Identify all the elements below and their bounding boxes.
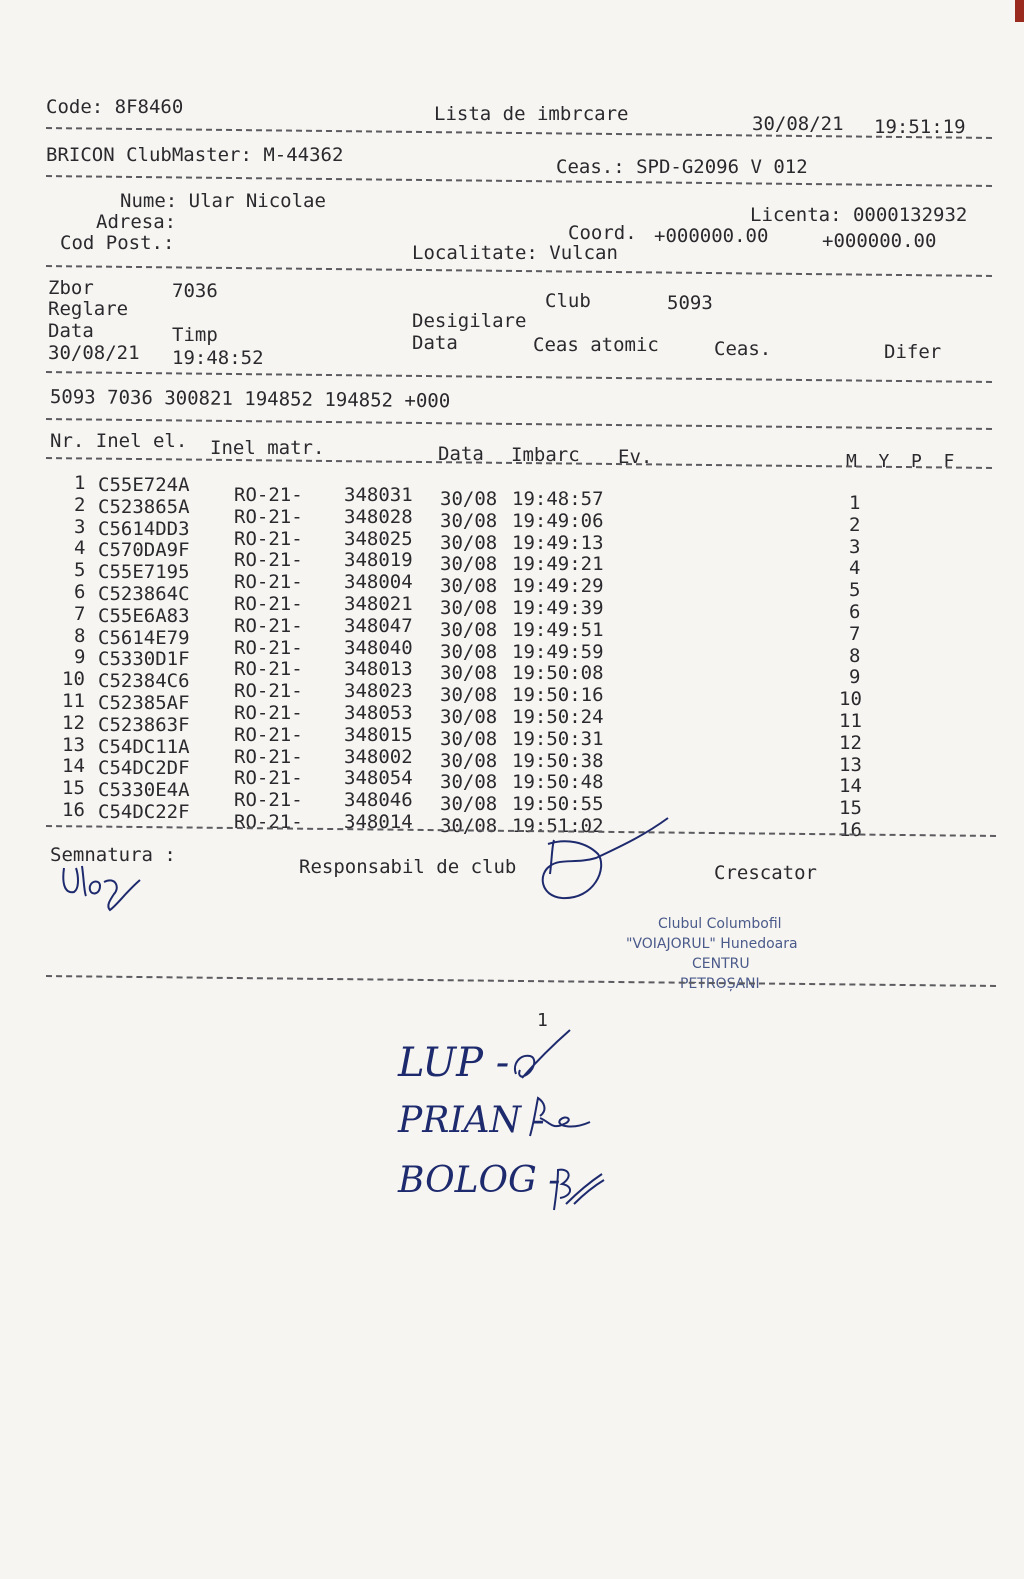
ring-number: 348054 xyxy=(344,767,413,790)
reglare-date: 30/08/21 xyxy=(48,342,140,364)
arrival-date: 30/08 xyxy=(440,749,498,772)
row-number: 5 xyxy=(74,559,86,582)
electronic-ring: C5330E4A xyxy=(98,779,190,802)
ring-prefix: RO-21- xyxy=(234,723,303,746)
arrival-time: 19:49:59 xyxy=(512,640,604,663)
electronic-ring: C55E7195 xyxy=(98,561,190,584)
arrival-time: 19:50:55 xyxy=(512,793,604,816)
row-number: 1 xyxy=(74,472,86,494)
ring-prefix: RO-21- xyxy=(234,767,303,790)
position: 14 xyxy=(839,775,862,798)
flight-label: Zbor xyxy=(48,277,94,299)
row-number: 3 xyxy=(74,515,86,538)
position: 1 xyxy=(849,492,861,514)
col-imbarc: Imbarc xyxy=(511,444,580,466)
arrival-time: 19:49:06 xyxy=(512,509,604,532)
arrival-time: 19:49:13 xyxy=(512,531,604,554)
ring-number: 348019 xyxy=(344,549,413,572)
arrival-time: 19:49:29 xyxy=(512,575,604,598)
electronic-ring: C54DC11A xyxy=(98,735,190,758)
electronic-ring: C5330D1F xyxy=(98,648,190,671)
row-number: 6 xyxy=(74,581,86,603)
electronic-ring: C54DC2DF xyxy=(98,757,190,780)
ring-number: 348025 xyxy=(344,527,413,550)
ring-number: 348014 xyxy=(344,811,413,833)
ring-prefix: RO-21- xyxy=(234,527,303,550)
electronic-ring: C55E724A xyxy=(98,474,190,496)
ring-prefix: RO-21- xyxy=(234,636,303,659)
arrival-date: 30/08 xyxy=(440,618,498,641)
position: 5 xyxy=(849,579,861,602)
clubmaster-label: BRICON ClubMaster: M-44362 xyxy=(46,144,344,166)
arrival-date: 30/08 xyxy=(440,771,498,794)
arrival-date: 30/08 xyxy=(440,640,498,663)
position: 3 xyxy=(849,535,861,558)
arrival-date: 30/08 xyxy=(440,488,498,510)
ring-number: 348021 xyxy=(344,593,413,615)
desigilare-date-label: Data xyxy=(412,332,458,354)
electronic-ring: C523863F xyxy=(98,713,190,736)
electronic-ring: C55E6A83 xyxy=(98,604,190,627)
ring-number: 348004 xyxy=(344,571,413,594)
arrival-date: 30/08 xyxy=(440,727,498,750)
ring-number: 348046 xyxy=(344,789,413,812)
license: Licenta: 0000132932 xyxy=(750,204,968,226)
handwritten-line-1: LUP - xyxy=(398,1040,510,1086)
electronic-ring: C523864C xyxy=(98,583,190,605)
ring-number: 348040 xyxy=(344,636,413,659)
stamp-line-1: Clubul Columbofil xyxy=(658,916,782,932)
handwritten-line-3: BOLOG - xyxy=(398,1160,561,1201)
owner-address: Adresa: xyxy=(96,211,177,233)
ring-prefix: RO-21- xyxy=(234,571,303,594)
divider xyxy=(46,265,992,277)
divider xyxy=(46,175,992,187)
edge-mark xyxy=(1015,0,1024,22)
row-number: 13 xyxy=(62,733,85,756)
row-number: 4 xyxy=(74,537,86,560)
col-inel-matr: Inel matr. xyxy=(210,437,325,459)
row-number: 2 xyxy=(74,493,86,516)
row-number: 12 xyxy=(62,711,85,734)
col-nr-inel-el: Nr. Inel el. xyxy=(50,430,188,452)
atomic-clock-label: Ceas atomic xyxy=(533,334,659,356)
arrival-date: 30/08 xyxy=(440,553,498,576)
ring-prefix: RO-21- xyxy=(234,549,303,572)
clock-col-label: Ceas. xyxy=(714,338,772,360)
ring-number: 348023 xyxy=(344,680,413,703)
arrival-time: 19:50:48 xyxy=(512,771,604,794)
electronic-ring: C52384C6 xyxy=(98,670,190,693)
coord-label: Coord. xyxy=(568,222,637,244)
position: 15 xyxy=(839,797,862,820)
desigilare-label: Desigilare xyxy=(412,310,527,332)
position: 16 xyxy=(839,819,862,841)
arrival-date: 30/08 xyxy=(440,793,498,816)
handwritten-line-2: PRIAN - xyxy=(398,1100,545,1141)
page-number: 1 xyxy=(537,1010,548,1031)
stamp-line-3: CENTRU xyxy=(692,956,750,972)
arrival-date: 30/08 xyxy=(440,684,498,707)
arrival-date: 30/08 xyxy=(440,706,498,728)
col-mypf: M Y P F xyxy=(846,451,955,472)
stamp-line-4: PETROȘANI xyxy=(680,976,760,992)
ring-number: 348047 xyxy=(344,614,413,637)
electronic-ring: C523865A xyxy=(98,495,190,518)
arrival-time: 19:49:21 xyxy=(512,553,604,576)
ring-number: 348053 xyxy=(344,702,413,724)
owner-postcode: Cod Post.: xyxy=(60,232,175,254)
club-responsible-signature xyxy=(536,814,676,906)
row-number: 11 xyxy=(62,690,85,712)
row-number: 16 xyxy=(62,799,85,821)
arrival-time: 19:50:24 xyxy=(512,706,604,728)
ring-prefix: RO-21- xyxy=(234,680,303,703)
breeder-signature xyxy=(56,862,156,922)
arrival-date: 30/08 xyxy=(440,597,498,619)
reglare-date-label: Data xyxy=(48,320,94,342)
document-title: Lista de imbrcare xyxy=(434,103,629,125)
club-number: 5093 xyxy=(667,292,713,314)
electronic-ring: C570DA9F xyxy=(98,539,190,562)
position: 2 xyxy=(849,513,861,536)
ring-prefix: RO-21- xyxy=(234,702,303,724)
handwritten-initial-3 xyxy=(548,1164,608,1214)
reglare-time: 19:48:52 xyxy=(172,347,264,369)
row-number: 9 xyxy=(74,646,86,669)
divider xyxy=(46,127,992,139)
electronic-ring: C5614DD3 xyxy=(98,517,190,540)
position: 11 xyxy=(839,710,862,732)
flight-number: 7036 xyxy=(172,280,218,302)
position: 8 xyxy=(849,644,861,667)
position: 9 xyxy=(849,666,861,689)
row-number: 7 xyxy=(74,602,86,625)
reglare-time-label: Timp xyxy=(172,324,218,346)
arrival-date: 30/08 xyxy=(440,531,498,554)
arrival-time: 19:50:08 xyxy=(512,662,604,685)
ring-prefix: RO-21- xyxy=(234,658,303,681)
arrival-date: 30/08 xyxy=(440,662,498,685)
electronic-ring: C54DC22F xyxy=(98,801,190,823)
arrival-date: 30/08 xyxy=(440,815,498,837)
ring-number: 348031 xyxy=(344,484,413,506)
position: 4 xyxy=(849,557,861,580)
divider xyxy=(46,418,992,430)
position: 7 xyxy=(849,622,861,645)
breeder-label: Crescator xyxy=(714,862,817,884)
arrival-time: 19:49:51 xyxy=(512,618,604,641)
col-ev: Ev. xyxy=(618,446,653,468)
stamp-line-2: "VOIAJORUL" Hunedoara xyxy=(626,936,798,952)
row-number: 8 xyxy=(74,624,86,647)
electronic-ring: C52385AF xyxy=(98,692,190,714)
club-responsible-label: Responsabil de club xyxy=(299,856,517,878)
position: 10 xyxy=(839,688,862,711)
signature-label: Semnatura : xyxy=(50,844,176,866)
locality: Localitate: Vulcan xyxy=(412,242,618,264)
ring-prefix: RO-21- xyxy=(234,811,303,833)
print-time: 19:51:19 xyxy=(874,116,966,138)
difference-label: Difer xyxy=(884,341,942,363)
clock-label: Ceas.: SPD-G2096 V 012 xyxy=(556,156,808,178)
divider xyxy=(46,975,996,987)
arrival-time: 19:50:16 xyxy=(512,684,604,707)
ring-prefix: RO-21- xyxy=(234,505,303,528)
coord-value-1: +000000.00 xyxy=(654,225,769,247)
ring-number: 348002 xyxy=(344,745,413,768)
ring-number: 348013 xyxy=(344,658,413,681)
arrival-date: 30/08 xyxy=(440,575,498,598)
reglare-label: Reglare xyxy=(48,298,129,320)
row-number: 15 xyxy=(62,777,85,800)
ring-prefix: RO-21- xyxy=(234,614,303,637)
handwritten-initial-1 xyxy=(510,1026,576,1086)
arrival-time: 19:51:02 xyxy=(512,815,604,837)
coord-value-2: +000000.00 xyxy=(822,230,937,252)
ring-number: 348028 xyxy=(344,505,413,528)
row-number: 10 xyxy=(62,668,85,691)
arrival-date: 30/08 xyxy=(440,509,498,532)
ring-number: 348015 xyxy=(344,723,413,746)
ring-prefix: RO-21- xyxy=(234,745,303,768)
summary-line: 5093 7036 300821 194852 194852 +000 xyxy=(49,386,451,413)
position: 12 xyxy=(839,731,862,754)
arrival-time: 19:48:57 xyxy=(512,488,604,510)
arrival-time: 19:49:39 xyxy=(512,597,604,619)
row-number: 14 xyxy=(62,755,85,778)
club-label: Club xyxy=(545,290,591,312)
ring-prefix: RO-21- xyxy=(234,484,303,506)
owner-name: Nume: Ular Nicolae xyxy=(120,190,326,212)
ring-prefix: RO-21- xyxy=(234,789,303,812)
divider xyxy=(46,371,992,383)
electronic-ring: C5614E79 xyxy=(98,626,190,649)
code-label: Code: 8F8460 xyxy=(46,96,184,118)
print-date: 30/08/21 xyxy=(752,113,844,135)
ring-prefix: RO-21- xyxy=(234,593,303,615)
col-data: Data xyxy=(438,443,484,465)
position: 13 xyxy=(839,753,862,776)
arrival-time: 19:50:31 xyxy=(512,727,604,750)
handwritten-initial-2 xyxy=(526,1092,596,1142)
position: 6 xyxy=(849,601,861,623)
arrival-time: 19:50:38 xyxy=(512,749,604,772)
